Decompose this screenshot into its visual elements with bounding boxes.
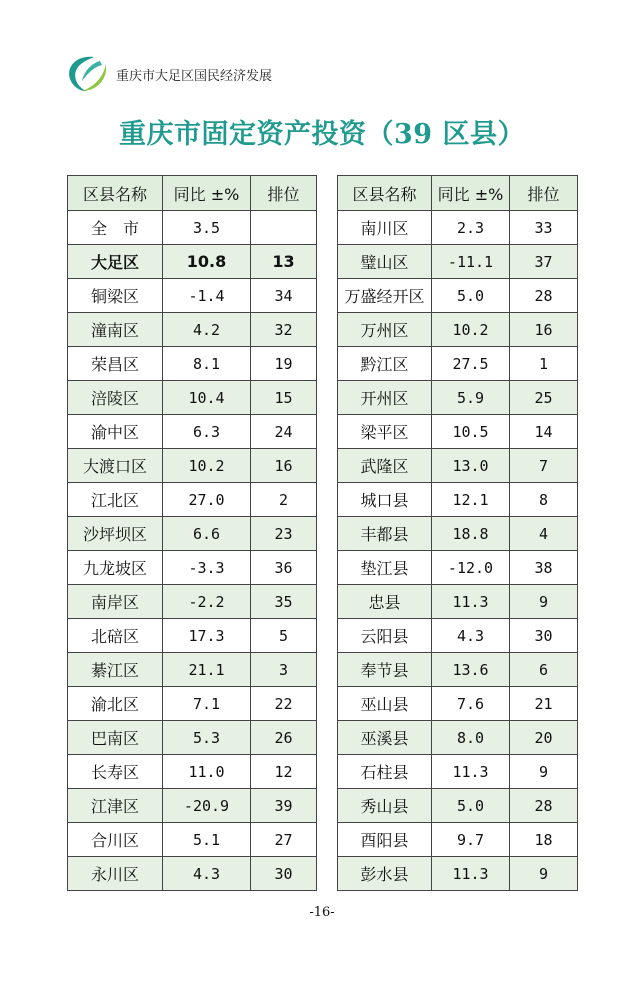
- rank-cell: 9: [510, 755, 578, 789]
- rank-cell: 38: [510, 551, 578, 585]
- change-value-cell: -1.4: [163, 279, 251, 313]
- rank-cell: 28: [510, 279, 578, 313]
- table-left: [67, 175, 317, 891]
- district-name-cell: 江津区: [68, 789, 163, 823]
- district-name-cell: 南川区: [338, 211, 432, 245]
- column-header-rank: 排位: [510, 176, 578, 211]
- change-value-cell: 7.1: [163, 687, 251, 721]
- change-value-cell: 21.1: [163, 653, 251, 687]
- table-row: [338, 551, 578, 585]
- table-row: [68, 381, 317, 415]
- change-value-cell: 10.8: [163, 245, 251, 279]
- table-header-row: [338, 176, 578, 211]
- table-row: [338, 483, 578, 517]
- rank-cell: 33: [510, 211, 578, 245]
- change-value-cell: 13.0: [432, 449, 510, 483]
- district-name-cell: 梁平区: [338, 415, 432, 449]
- change-value-cell: 13.6: [432, 653, 510, 687]
- change-value-cell: -20.9: [163, 789, 251, 823]
- table-row: [338, 721, 578, 755]
- district-name-cell: 巫溪县: [338, 721, 432, 755]
- district-name-cell: 荣昌区: [68, 347, 163, 381]
- change-value-cell: 5.0: [432, 789, 510, 823]
- district-name-cell: 秀山县: [338, 789, 432, 823]
- document-header: [64, 52, 272, 96]
- change-value-cell: -11.1: [432, 245, 510, 279]
- change-value-cell: 27.5: [432, 347, 510, 381]
- table-right: [337, 175, 578, 891]
- district-name-cell: 奉节县: [338, 653, 432, 687]
- rank-cell: 36: [251, 551, 317, 585]
- table-row: [338, 789, 578, 823]
- change-value-cell: 8.1: [163, 347, 251, 381]
- change-value-cell: 8.0: [432, 721, 510, 755]
- rank-cell: 27: [251, 823, 317, 857]
- column-header-name: 区县名称: [338, 176, 432, 211]
- district-name-cell: 潼南区: [68, 313, 163, 347]
- change-value-cell: 5.1: [163, 823, 251, 857]
- rank-cell: 9: [510, 857, 578, 891]
- change-value-cell: 5.3: [163, 721, 251, 755]
- column-header-rank: 排位: [251, 176, 317, 211]
- table-row: [338, 755, 578, 789]
- district-name-cell: 云阳县: [338, 619, 432, 653]
- table-row: [68, 789, 317, 823]
- change-value-cell: 7.6: [432, 687, 510, 721]
- column-header-change: 同比 ±%: [163, 176, 251, 211]
- change-value-cell: 18.8: [432, 517, 510, 551]
- header-title: 重庆市大足区国民经济发展: [116, 68, 273, 84]
- change-value-cell: 17.3: [163, 619, 251, 653]
- table-row: [68, 415, 317, 449]
- district-name-cell: 江北区: [68, 483, 163, 517]
- rank-cell: [251, 211, 317, 245]
- district-name-cell: 綦江区: [68, 653, 163, 687]
- district-name-cell: 石柱县: [338, 755, 432, 789]
- district-name-cell: 丰都县: [338, 517, 432, 551]
- table-row: [338, 823, 578, 857]
- district-name-cell: 合川区: [68, 823, 163, 857]
- table-row: [338, 415, 578, 449]
- table-row: [68, 721, 317, 755]
- change-value-cell: 6.3: [163, 415, 251, 449]
- change-value-cell: 4.3: [163, 857, 251, 891]
- page-title: 重庆市固定资产投资（39 区县）: [119, 119, 525, 150]
- table-row: [68, 823, 317, 857]
- change-value-cell: 5.0: [432, 279, 510, 313]
- rank-cell: 35: [251, 585, 317, 619]
- change-value-cell: -3.3: [163, 551, 251, 585]
- table-row: [68, 313, 317, 347]
- district-name-cell: 永川区: [68, 857, 163, 891]
- table-row: [68, 279, 317, 313]
- rank-cell: 34: [251, 279, 317, 313]
- district-name-cell: 巫山县: [338, 687, 432, 721]
- table-row: [338, 381, 578, 415]
- district-name-cell: 巴南区: [68, 721, 163, 755]
- rank-cell: 14: [510, 415, 578, 449]
- district-name-cell: 北碚区: [68, 619, 163, 653]
- change-value-cell: -12.0: [432, 551, 510, 585]
- table-row: [338, 279, 578, 313]
- table-row: [338, 517, 578, 551]
- table-row: [338, 313, 578, 347]
- district-name-cell: 酉阳县: [338, 823, 432, 857]
- table-row: [68, 483, 317, 517]
- district-name-cell: 彭水县: [338, 857, 432, 891]
- column-header-change: 同比 ±%: [432, 176, 510, 211]
- rank-cell: 8: [510, 483, 578, 517]
- change-value-cell: 5.9: [432, 381, 510, 415]
- rank-cell: 22: [251, 687, 317, 721]
- district-name-cell: 垫江县: [338, 551, 432, 585]
- table-row: [68, 857, 317, 891]
- table-row: [68, 449, 317, 483]
- table-row: [68, 619, 317, 653]
- rank-cell: 7: [510, 449, 578, 483]
- rank-cell: 4: [510, 517, 578, 551]
- district-name-cell: 忠县: [338, 585, 432, 619]
- rank-cell: 37: [510, 245, 578, 279]
- table-row: [338, 245, 578, 279]
- change-value-cell: 4.2: [163, 313, 251, 347]
- district-name-cell: 全 市: [68, 211, 163, 245]
- change-value-cell: -2.2: [163, 585, 251, 619]
- table-row: [68, 687, 317, 721]
- rank-cell: 30: [251, 857, 317, 891]
- district-name-cell: 城口县: [338, 483, 432, 517]
- table-row: [68, 755, 317, 789]
- change-value-cell: 9.7: [432, 823, 510, 857]
- district-name-cell: 大足区: [68, 245, 163, 279]
- district-name-cell: 九龙坡区: [68, 551, 163, 585]
- change-value-cell: 11.3: [432, 755, 510, 789]
- rank-cell: 23: [251, 517, 317, 551]
- table-row: [338, 619, 578, 653]
- rank-cell: 18: [510, 823, 578, 857]
- rank-cell: 13: [251, 245, 317, 279]
- rank-cell: 24: [251, 415, 317, 449]
- table-row: [338, 687, 578, 721]
- rank-cell: 3: [251, 653, 317, 687]
- district-name-cell: 沙坪坝区: [68, 517, 163, 551]
- change-value-cell: 6.6: [163, 517, 251, 551]
- rank-cell: 5: [251, 619, 317, 653]
- column-header-name: 区县名称: [68, 176, 163, 211]
- district-name-cell: 长寿区: [68, 755, 163, 789]
- change-value-cell: 11.0: [163, 755, 251, 789]
- table-row: [68, 551, 317, 585]
- rank-cell: 30: [510, 619, 578, 653]
- rank-cell: 9: [510, 585, 578, 619]
- rank-cell: 16: [510, 313, 578, 347]
- change-value-cell: 10.2: [432, 313, 510, 347]
- district-name-cell: 南岸区: [68, 585, 163, 619]
- change-value-cell: 3.5: [163, 211, 251, 245]
- rank-cell: 19: [251, 347, 317, 381]
- rank-cell: 25: [510, 381, 578, 415]
- page-number: -16-: [309, 905, 335, 920]
- rank-cell: 6: [510, 653, 578, 687]
- table-row: [338, 449, 578, 483]
- table-row: [68, 347, 317, 381]
- change-value-cell: 27.0: [163, 483, 251, 517]
- table-row: [338, 653, 578, 687]
- rank-cell: 39: [251, 789, 317, 823]
- district-name-cell: 渝中区: [68, 415, 163, 449]
- change-value-cell: 2.3: [432, 211, 510, 245]
- district-name-cell: 渝北区: [68, 687, 163, 721]
- district-name-cell: 大渡口区: [68, 449, 163, 483]
- district-name-cell: 黔江区: [338, 347, 432, 381]
- change-value-cell: 11.3: [432, 585, 510, 619]
- rank-cell: 20: [510, 721, 578, 755]
- table-row: [338, 211, 578, 245]
- district-name-cell: 武隆区: [338, 449, 432, 483]
- rank-cell: 32: [251, 313, 317, 347]
- change-value-cell: 10.2: [163, 449, 251, 483]
- district-name-cell: 万盛经开区: [338, 279, 432, 313]
- district-name-cell: 铜梁区: [68, 279, 163, 313]
- change-value-cell: 11.3: [432, 857, 510, 891]
- district-name-cell: 开州区: [338, 381, 432, 415]
- table-row: [338, 857, 578, 891]
- change-value-cell: 4.3: [432, 619, 510, 653]
- rank-cell: 26: [251, 721, 317, 755]
- table-row: [68, 585, 317, 619]
- change-value-cell: 10.5: [432, 415, 510, 449]
- rank-cell: 16: [251, 449, 317, 483]
- table-row: [68, 211, 317, 245]
- district-name-cell: 万州区: [338, 313, 432, 347]
- rank-cell: 28: [510, 789, 578, 823]
- table-row: [338, 585, 578, 619]
- table-row: [68, 653, 317, 687]
- table-row: [68, 517, 317, 551]
- rank-cell: 15: [251, 381, 317, 415]
- table-header-row: [68, 176, 317, 211]
- rank-cell: 12: [251, 755, 317, 789]
- change-value-cell: 12.1: [432, 483, 510, 517]
- table-row: [338, 347, 578, 381]
- change-value-cell: 10.4: [163, 381, 251, 415]
- swirl-logo-icon: [64, 53, 110, 95]
- district-name-cell: 涪陵区: [68, 381, 163, 415]
- rank-cell: 2: [251, 483, 317, 517]
- rank-cell: 21: [510, 687, 578, 721]
- rank-cell: 1: [510, 347, 578, 381]
- table-row: [68, 245, 317, 279]
- district-name-cell: 璧山区: [338, 245, 432, 279]
